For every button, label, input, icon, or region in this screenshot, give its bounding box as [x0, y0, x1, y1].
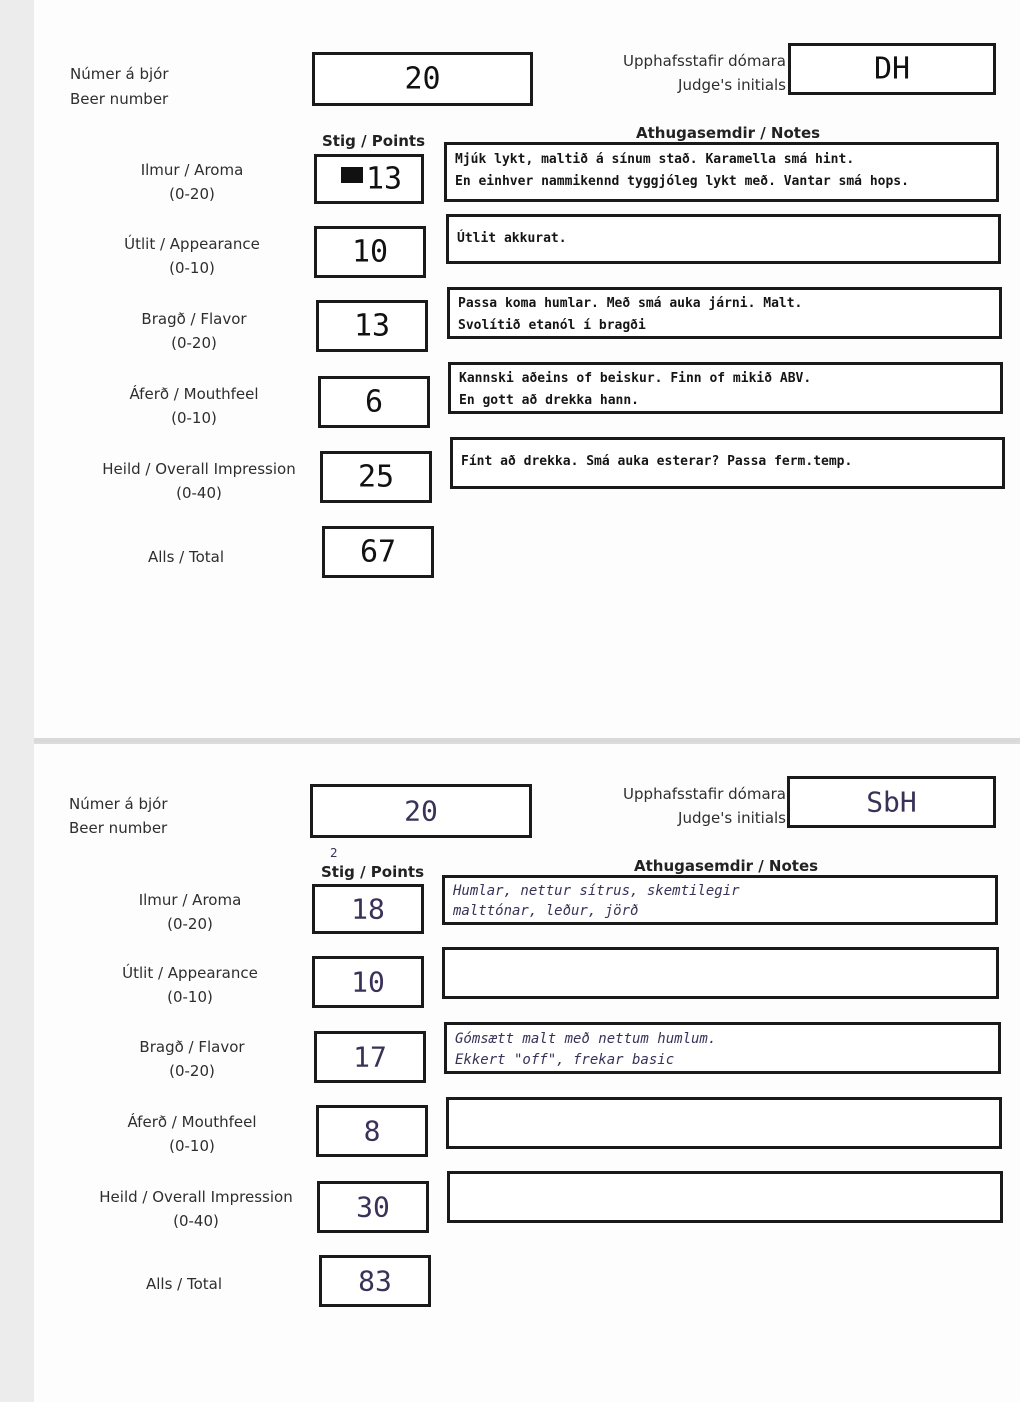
appearance-score-value: 10 — [351, 965, 385, 999]
overall-score-field[interactable] — [317, 1181, 429, 1233]
flavor-score-field[interactable] — [316, 300, 428, 352]
sheet-edge — [34, 742, 1020, 744]
mouthfeel-notes-field[interactable] — [448, 362, 1003, 414]
flavor-score-value: 17 — [353, 1040, 387, 1074]
mouthfeel-score-value: 6 — [364, 384, 384, 420]
aroma-notes-field[interactable] — [444, 142, 999, 202]
aroma-score-field[interactable] — [314, 154, 424, 204]
category-flavor-range: (0-20) — [171, 334, 217, 352]
mouthfeel-score-field[interactable] — [318, 376, 430, 428]
overall-score-field[interactable] — [320, 451, 432, 503]
judge-initials-label-en: Judge's initials — [678, 76, 786, 94]
category-overall-label: Heild / Overall Impression — [102, 460, 296, 478]
category-appearance-label: Útlit / Appearance — [124, 235, 260, 253]
score-sheet-2 — [34, 742, 1020, 1402]
notes-header: Athugasemdir / Notes — [636, 124, 821, 142]
appearance-score-field[interactable] — [312, 956, 424, 1008]
flavor-score-field[interactable] — [314, 1031, 426, 1083]
overall-score-value: 25 — [357, 459, 395, 495]
judge-initials-label-en: Judge's initials — [678, 809, 786, 827]
category-overall-range: (0-40) — [173, 1212, 219, 1230]
flavor-notes-line-1: Passa koma humlar. Með smá auka járni. Malt. — [458, 296, 803, 311]
aroma-notes-line-1: Mjúk lykt, maltið á sínum stað. Karamella smá hint. — [455, 152, 855, 167]
flavor-notes-field[interactable] — [447, 287, 1002, 339]
category-appearance-range: (0-10) — [167, 988, 213, 1006]
beer-number-label-en: Beer number — [70, 90, 169, 108]
category-mouthfeel-label: Áferð / Mouthfeel — [127, 1113, 257, 1131]
mouthfeel-notes-field[interactable] — [446, 1097, 1002, 1149]
judge-initials-field[interactable] — [787, 776, 996, 828]
flavor-notes-line-1: Gómsætt malt með nettum humlum. — [455, 1031, 717, 1047]
points-header: Stig / Points — [322, 132, 425, 150]
overall-score-value: 30 — [356, 1190, 390, 1224]
appearance-notes-line-1: Útlit akkurat. — [457, 231, 567, 246]
flavor-notes-line-2: Ekkert "off", frekar basic — [455, 1052, 675, 1068]
aroma-notes-line-2: En einhver nammikennd tyggjóleg lykt með. Vantar smá hops. — [455, 174, 909, 189]
category-flavor-label: Bragð / Flavor — [141, 310, 247, 328]
category-total-label: Alls / Total — [145, 1275, 223, 1293]
appearance-notes-field[interactable] — [442, 947, 999, 999]
overall-notes-field[interactable] — [450, 437, 1005, 489]
category-overall-range: (0-40) — [176, 484, 222, 502]
appearance-score-value: 10 — [351, 234, 389, 270]
notes-header: Athugasemdir / Notes — [634, 857, 819, 875]
category-mouthfeel-range: (0-10) — [169, 1137, 215, 1155]
category-aroma-label: Ilmur / Aroma — [138, 891, 242, 909]
total-score-field[interactable] — [319, 1255, 431, 1307]
category-flavor-range: (0-20) — [169, 1062, 215, 1080]
aroma-notes-field[interactable] — [442, 875, 998, 925]
aroma-score-value: 18 — [351, 892, 385, 926]
overall-notes-line-1: Fínt að drekka. Smá auka esterar? Passa ferm.temp. — [461, 454, 853, 469]
beer-number-value: 20 — [404, 61, 441, 97]
beer-number-label-en: Beer number — [69, 819, 168, 837]
beer-number-value: 20 — [404, 794, 438, 828]
judge-initials-label-is: Upphafsstafir dómara — [623, 785, 786, 803]
appearance-notes-field[interactable] — [446, 214, 1001, 264]
judge-initials-value: DH — [873, 51, 911, 87]
flavor-score-value: 13 — [353, 308, 391, 344]
score-sheet-1 — [34, 0, 1020, 738]
category-mouthfeel-label: Áferð / Mouthfeel — [129, 385, 259, 403]
appearance-score-field[interactable] — [314, 226, 426, 278]
beer-number-label-is: Númer á bjór — [69, 795, 168, 813]
handwritten-mark: 2 — [330, 846, 338, 860]
beer-number-label-is: Númer á bjór — [70, 65, 169, 83]
page-margin — [0, 0, 34, 1402]
aroma-score-value: 13 — [365, 161, 403, 197]
category-overall-label: Heild / Overall Impression — [99, 1188, 293, 1206]
category-mouthfeel-range: (0-10) — [171, 409, 217, 427]
aroma-notes-line-2: malttónar, leður, jörð — [453, 903, 639, 919]
category-total-label: Alls / Total — [147, 548, 225, 566]
judge-initials-field[interactable] — [788, 43, 996, 95]
category-appearance-range: (0-10) — [169, 259, 215, 277]
mouthfeel-score-field[interactable] — [316, 1105, 428, 1157]
judge-initials-value: SbH — [866, 785, 917, 819]
category-aroma-range: (0-20) — [169, 185, 215, 203]
mouthfeel-score-value: 8 — [363, 1114, 381, 1148]
category-aroma-label: Ilmur / Aroma — [140, 161, 244, 179]
flavor-notes-field[interactable] — [444, 1022, 1001, 1074]
total-score-field[interactable] — [322, 526, 434, 578]
category-appearance-label: Útlit / Appearance — [122, 964, 258, 982]
judge-initials-label-is: Upphafsstafir dómara — [623, 52, 786, 70]
category-flavor-label: Bragð / Flavor — [139, 1038, 245, 1056]
category-aroma-range: (0-20) — [167, 915, 213, 933]
aroma-score-field[interactable] — [312, 884, 424, 934]
total-score-value: 83 — [358, 1264, 392, 1298]
flavor-notes-line-2: Svolítið etanól í bragði — [458, 318, 646, 333]
mouthfeel-notes-line-2: En gott að drekka hann. — [459, 393, 640, 408]
points-header: Stig / Points — [321, 863, 424, 881]
overall-notes-field[interactable] — [447, 1171, 1003, 1223]
aroma-notes-line-1: Humlar, nettur sítrus, skemtilegir — [453, 883, 740, 899]
total-score-value: 67 — [359, 534, 397, 570]
mouthfeel-notes-line-1: Kannski aðeins of beiskur. Finn of mikið ABV. — [459, 371, 812, 386]
